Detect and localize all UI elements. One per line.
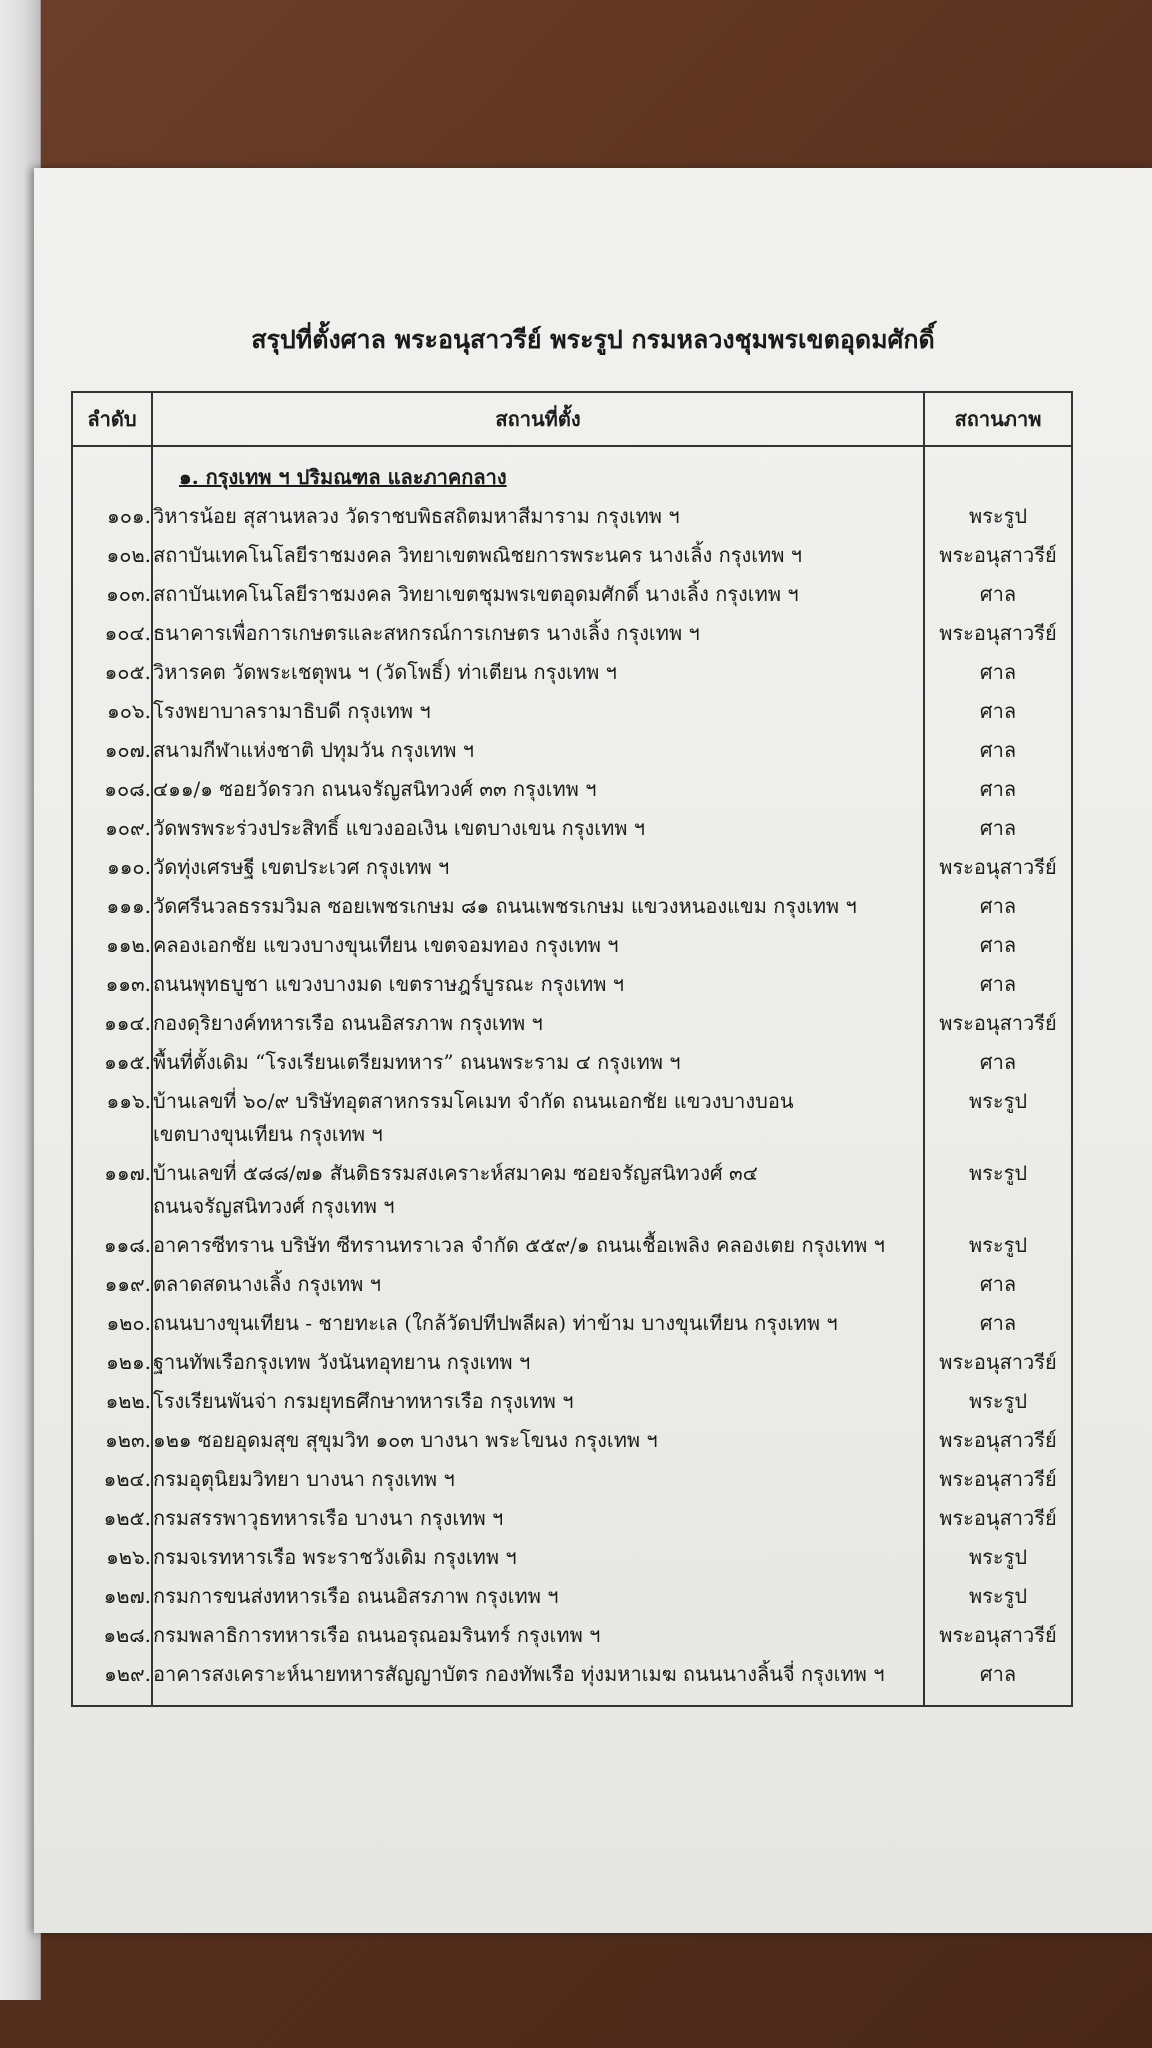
row-number: ๑๒๘. <box>72 1616 152 1655</box>
row-location-text: สนามกีฬาแห่งชาติ ปทุมวัน กรุงเทพ ฯ <box>153 738 475 762</box>
table-row <box>72 1421 1072 1460</box>
row-location-text: กรมพลาธิการทหารเรือ ถนนอรุณอมรินทร์ กรุงเทพ ฯ <box>153 1623 601 1647</box>
row-status: ศาล <box>979 699 1017 723</box>
document-page <box>34 168 1152 1933</box>
row-location <box>152 887 924 926</box>
row-location-text: สถาบันเทคโนโลยีราชมงคล วิทยาเขตชุมพรเขตอุดมศักดิ์ นางเลิ้ง กรุงเทพ ฯ <box>153 582 799 606</box>
section-heading: ๑. กรุงเทพ ฯ ปริมณฑล และภาคกลาง <box>179 465 507 489</box>
row-location <box>152 770 924 809</box>
row-location <box>152 1499 924 1538</box>
row-location-text: ๑๒๑ ซอยอุดมสุข สุขุมวิท ๑๐๓ บางนา พระโขนง กรุงเทพ ฯ <box>153 1428 658 1452</box>
row-status: พระอนุสาวรีย์ <box>939 1350 1057 1374</box>
table-row <box>72 770 1072 809</box>
row-number: ๑๑๑. <box>72 887 152 926</box>
row-location <box>152 1382 924 1421</box>
row-number: ๑๐๑. <box>72 497 152 536</box>
table-row <box>72 887 1072 926</box>
row-location <box>152 1460 924 1499</box>
row-number: ๑๑๓. <box>72 965 152 1004</box>
row-location <box>152 497 924 536</box>
row-location <box>152 1154 924 1226</box>
row-number: ๑๒๔. <box>72 1460 152 1499</box>
row-status: พระรูป <box>968 1584 1028 1608</box>
row-status: ศาล <box>979 1662 1017 1686</box>
row-location-text: วัดทุ่งเศรษฐี เขตประเวศ กรุงเทพ ฯ <box>153 855 450 879</box>
row-location <box>152 926 924 965</box>
table-row <box>72 1655 1072 1706</box>
row-number: ๑๑๐. <box>72 848 152 887</box>
row-location-text: อาคารสงเคราะห์นายทหารสัญญาบัตร กองทัพเรือ ทุ่งมหาเมฆ ถนนนางลิ้นจี่ กรุงเทพ ฯ <box>153 1662 885 1686</box>
row-location-text: ถนนบางขุนเทียน - ชายทะเล (ใกล้วัดปทีปพลีผล) ท่าข้าม บางขุนเทียน กรุงเทพ ฯ <box>153 1311 838 1335</box>
row-location <box>152 809 924 848</box>
row-number: ๑๑๕. <box>72 1043 152 1082</box>
table-row <box>72 692 1072 731</box>
table-row <box>72 1538 1072 1577</box>
table-row <box>72 497 1072 536</box>
row-status: พระอนุสาวรีย์ <box>939 1467 1057 1491</box>
row-number: ๑๑๒. <box>72 926 152 965</box>
table-row <box>72 1616 1072 1655</box>
row-status: พระอนุสาวรีย์ <box>939 1506 1057 1530</box>
table-row <box>72 614 1072 653</box>
row-location-text: โรงเรียนพันจ่า กรมยุทธศึกษาทหารเรือ กรุงเทพ ฯ <box>153 1389 574 1413</box>
section-row <box>72 446 1072 497</box>
row-location-text: บ้านเลขที่ ๕๘๘/๗๑ สันติธรรมสงเคราะห์สมาคม ซอยจรัญสนิทวงศ์ ๓๔ <box>153 1161 758 1185</box>
row-number: ๑๐๒. <box>72 536 152 575</box>
table-row <box>72 809 1072 848</box>
table-row <box>72 1265 1072 1304</box>
row-location <box>152 1655 924 1706</box>
row-location-text: วัดพรพระร่วงประสิทธิ์ แขวงออเงิน เขตบางเขน กรุงเทพ ฯ <box>153 816 646 840</box>
row-number: ๑๐๔. <box>72 614 152 653</box>
page-title: สรุปที่ตั้งศาล พระอนุสาวรีย์ พระรูป กรมหลวงชุมพรเขตอุดมศักดิ์ <box>251 325 935 354</box>
row-number: ๑๒๕. <box>72 1499 152 1538</box>
row-number: ๑๑๖. <box>72 1082 152 1154</box>
row-location-text: กรมสรรพาวุธทหารเรือ บางนา กรุงเทพ ฯ <box>153 1506 504 1530</box>
row-status: พระอนุสาวรีย์ <box>939 1623 1057 1647</box>
row-number: ๑๑๗. <box>72 1154 152 1226</box>
row-status: พระรูป <box>968 1545 1028 1569</box>
header-number: ลำดับ <box>72 392 152 446</box>
row-location-text-line2: ถนนจรัญสนิทวงศ์ กรุงเทพ ฯ <box>153 1194 395 1218</box>
table-header-row <box>72 392 1072 446</box>
row-status: ศาล <box>979 777 1017 801</box>
table-row <box>72 536 1072 575</box>
row-status: ศาล <box>979 582 1017 606</box>
table-row <box>72 1343 1072 1382</box>
row-number: ๑๐๗. <box>72 731 152 770</box>
row-number: ๑๑๙. <box>72 1265 152 1304</box>
row-location-text: ธนาคารเพื่อการเกษตรและสหกรณ์การเกษตร นางเลิ้ง กรุงเทพ ฯ <box>153 621 700 645</box>
row-number: ๑๐๖. <box>72 692 152 731</box>
row-number: ๑๐๘. <box>72 770 152 809</box>
row-location-text-line2: เขตบางขุนเทียน กรุงเทพ ฯ <box>153 1122 383 1146</box>
table-row <box>72 1499 1072 1538</box>
row-location <box>152 1004 924 1043</box>
row-location <box>152 614 924 653</box>
row-number: ๑๒๗. <box>72 1577 152 1616</box>
row-number: ๑๑๘. <box>72 1226 152 1265</box>
row-status: พระรูป <box>968 1389 1028 1413</box>
row-location-text: โรงพยาบาลรามาธิบดี กรุงเทพ ฯ <box>153 699 431 723</box>
row-location-text: อาคารซีทราน บริษัท ซีทรานทราเวล จำกัด ๕๕๙/๑ ถนนเชื้อเพลิง คลองเตย กรุงเทพ ฯ <box>153 1233 885 1257</box>
row-location <box>152 536 924 575</box>
row-number: ๑๑๔. <box>72 1004 152 1043</box>
row-number: ๑๒๙. <box>72 1655 152 1706</box>
row-location <box>152 1265 924 1304</box>
table-row <box>72 1043 1072 1082</box>
row-status: พระรูป <box>968 1089 1028 1113</box>
row-number: ๑๐๙. <box>72 809 152 848</box>
row-location-text: คลองเอกชัย แขวงบางขุนเทียน เขตจอมทอง กรุงเทพ ฯ <box>153 933 619 957</box>
row-number: ๑๒๒. <box>72 1382 152 1421</box>
row-status: ศาล <box>979 972 1017 996</box>
row-status: ศาล <box>979 1050 1017 1074</box>
row-status: ศาล <box>979 816 1017 840</box>
row-status: ศาล <box>979 660 1017 684</box>
row-location-text: กองดุริยางค์ทหารเรือ ถนนอิสรภาพ กรุงเทพ ฯ <box>153 1011 543 1035</box>
table-row <box>72 1460 1072 1499</box>
row-location <box>152 1538 924 1577</box>
row-status: พระรูป <box>968 504 1028 528</box>
row-number: ๑๒๑. <box>72 1343 152 1382</box>
row-location <box>152 1082 924 1154</box>
row-location-text: ฐานทัพเรือกรุงเทพ วังนันทอุทยาน กรุงเทพ ฯ <box>153 1350 531 1374</box>
row-number: ๑๐๕. <box>72 653 152 692</box>
row-location <box>152 575 924 614</box>
row-status: ศาล <box>979 738 1017 762</box>
row-location <box>152 1043 924 1082</box>
row-location-text: ๔๑๑/๑ ซอยวัดรวก ถนนจรัญสนิทวงศ์ ๓๓ กรุงเทพ ฯ <box>153 777 597 801</box>
row-status: ศาล <box>979 1272 1017 1296</box>
table-row <box>72 731 1072 770</box>
row-status: พระอนุสาวรีย์ <box>939 1428 1057 1452</box>
table-row <box>72 848 1072 887</box>
table-row <box>72 1382 1072 1421</box>
row-location <box>152 692 924 731</box>
row-location <box>152 848 924 887</box>
row-location <box>152 1421 924 1460</box>
row-location <box>152 1616 924 1655</box>
row-location-text: วิหารน้อย สุสานหลวง วัดราชบพิธสถิตมหาสีมาราม กรุงเทพ ฯ <box>153 504 680 528</box>
row-location <box>152 1226 924 1265</box>
row-status: พระรูป <box>968 1233 1028 1257</box>
row-location-text: ตลาดสดนางเลิ้ง กรุงเทพ ฯ <box>153 1272 381 1296</box>
row-location-text: กรมอุตุนิยมวิทยา บางนา กรุงเทพ ฯ <box>153 1467 455 1491</box>
row-status: พระรูป <box>968 1161 1028 1185</box>
table-row <box>72 1577 1072 1616</box>
row-status: พระอนุสาวรีย์ <box>939 621 1057 645</box>
row-location <box>152 965 924 1004</box>
row-status: พระอนุสาวรีย์ <box>939 1011 1057 1035</box>
row-location-text: กรมการขนส่งทหารเรือ ถนนอิสรภาพ กรุงเทพ ฯ <box>153 1584 559 1608</box>
row-location-text: วิหารคต วัดพระเชตุพน ฯ (วัดโพธิ์) ท่าเตียน กรุงเทพ ฯ <box>153 660 617 684</box>
header-location: สถานที่ตั้ง <box>152 392 924 446</box>
row-location-text: กรมจเรทหารเรือ พระราชวังเดิม กรุงเทพ ฯ <box>153 1545 517 1569</box>
row-status: ศาล <box>979 1311 1017 1335</box>
table-row <box>72 1304 1072 1343</box>
table-row <box>72 1004 1072 1043</box>
table-row <box>72 575 1072 614</box>
row-number: ๑๒๓. <box>72 1421 152 1460</box>
header-status: สถานภาพ <box>924 392 1072 446</box>
row-location <box>152 1577 924 1616</box>
row-status: พระอนุสาวรีย์ <box>939 543 1057 567</box>
shrine-location-table <box>71 391 1073 1707</box>
table-row <box>72 1154 1072 1226</box>
row-location-text: วัดศรีนวลธรรมวิมล ซอยเพชรเกษม ๘๑ ถนนเพชรเกษม แขวงหนองแขม กรุงเทพ ฯ <box>153 894 857 918</box>
row-number: ๑๒๖. <box>72 1538 152 1577</box>
row-location-text: สถาบันเทคโนโลยีราชมงคล วิทยาเขตพณิชยการพระนคร นางเลิ้ง กรุงเทพ ฯ <box>153 543 803 567</box>
row-status: ศาล <box>979 933 1017 957</box>
table-row <box>72 965 1072 1004</box>
row-location-text: บ้านเลขที่ ๖๐/๙ บริษัทอุตสาหกรรมโคเมท จำกัด ถนนเอกชัย แขวงบางบอน <box>153 1089 794 1113</box>
table-row <box>72 653 1072 692</box>
row-location <box>152 731 924 770</box>
row-status: ศาล <box>979 894 1017 918</box>
row-location <box>152 1304 924 1343</box>
row-number: ๑๐๓. <box>72 575 152 614</box>
row-location <box>152 1343 924 1382</box>
row-location <box>152 653 924 692</box>
table-row <box>72 1226 1072 1265</box>
table-row <box>72 926 1072 965</box>
row-number: ๑๒๐. <box>72 1304 152 1343</box>
row-status: พระอนุสาวรีย์ <box>939 855 1057 879</box>
row-location-text: พื้นที่ตั้งเดิม “โรงเรียนเตรียมทหาร” ถนนพระราม ๔ กรุงเทพ ฯ <box>153 1050 681 1074</box>
table-row <box>72 1082 1072 1154</box>
row-location-text: ถนนพุทธบูชา แขวงบางมด เขตราษฎร์บูรณะ กรุงเทพ ฯ <box>153 972 624 996</box>
